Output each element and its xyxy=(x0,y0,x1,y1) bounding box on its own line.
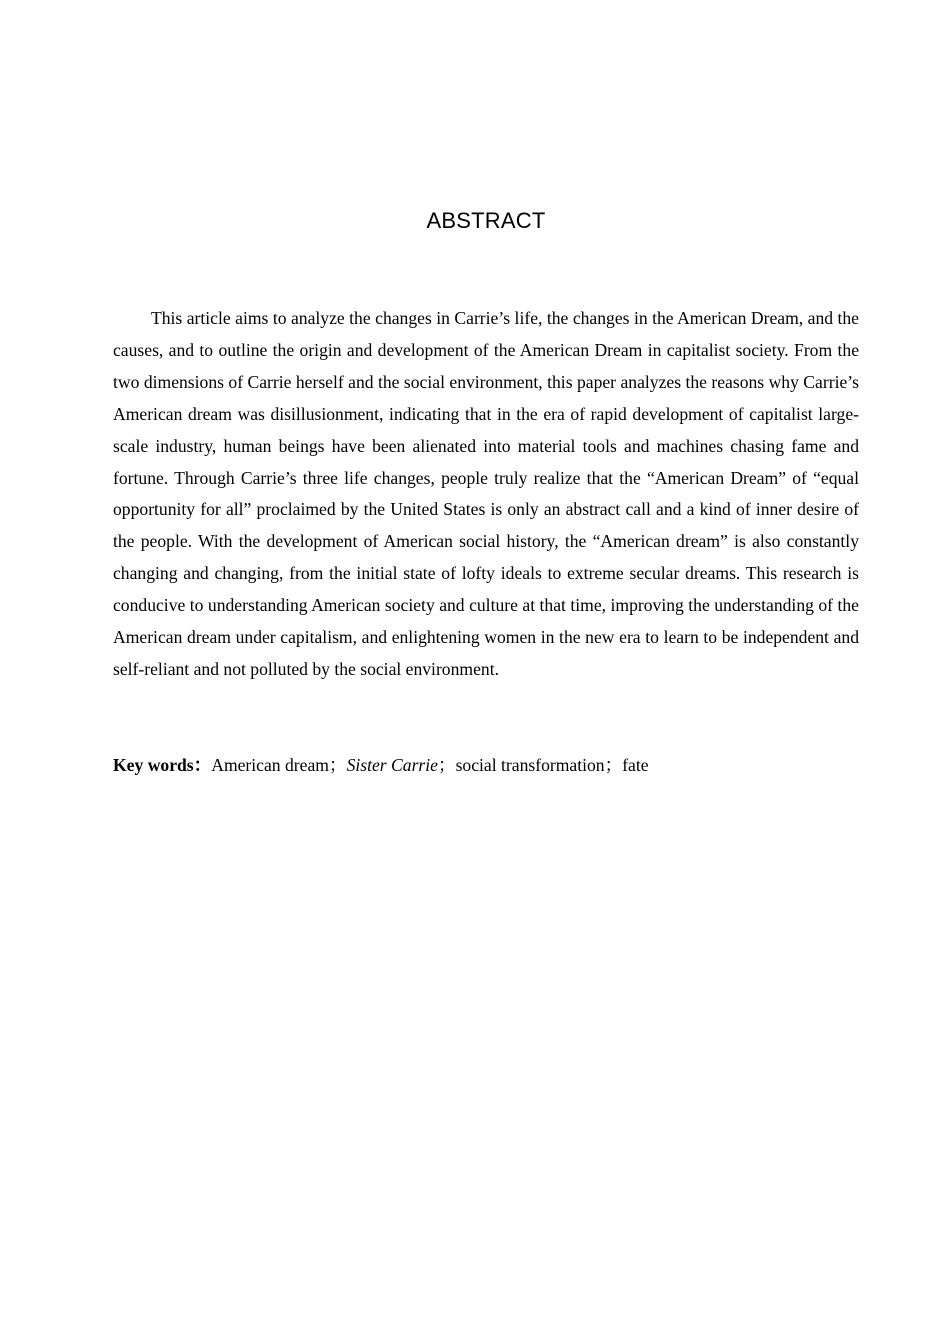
abstract-heading: ABSTRACT xyxy=(426,208,546,233)
keyword-item: American dream xyxy=(211,755,329,775)
abstract-paragraph: This article aims to analyze the changes in Carrie’s life, the changes in the American Dream, and the causes, and to outline the origin and development of the American Dream in capitalist society. From the two dimensions of Carrie herself and the social environment, this paper analyzes the reasons why Carrie’s American dream was disillusionment, indicating that in the era of rapid development of capitalist large-scale industry, human beings have been alienated into material tools and machines chasing fame and fortune. Through Carrie’s three life changes, people truly realize that the “American Dream” of “equal opportunity for all” proclaimed by the United States is only an abstract call and a kind of inner desire of the people. With the development of American social history, the “American dream” is also constantly changing and changing, from the initial state of lofty ideals to extreme secular dreams. This research is conducive to understanding American society and culture at that time, improving the understanding of the American dream under capitalism, and enlightening women in the new era to learn to be independent and self-reliant and not polluted by the social environment. xyxy=(113,308,859,679)
keywords-label: Key words： xyxy=(113,755,212,775)
keywords-line xyxy=(113,750,859,782)
keyword-item: social transformation xyxy=(455,755,605,775)
keyword-separator: ； xyxy=(437,755,456,775)
keyword-item: Sister Carrie xyxy=(346,755,438,775)
keyword-item: fate xyxy=(622,755,649,775)
keyword-separator: ； xyxy=(604,755,623,775)
keyword-separator: ； xyxy=(328,755,347,775)
